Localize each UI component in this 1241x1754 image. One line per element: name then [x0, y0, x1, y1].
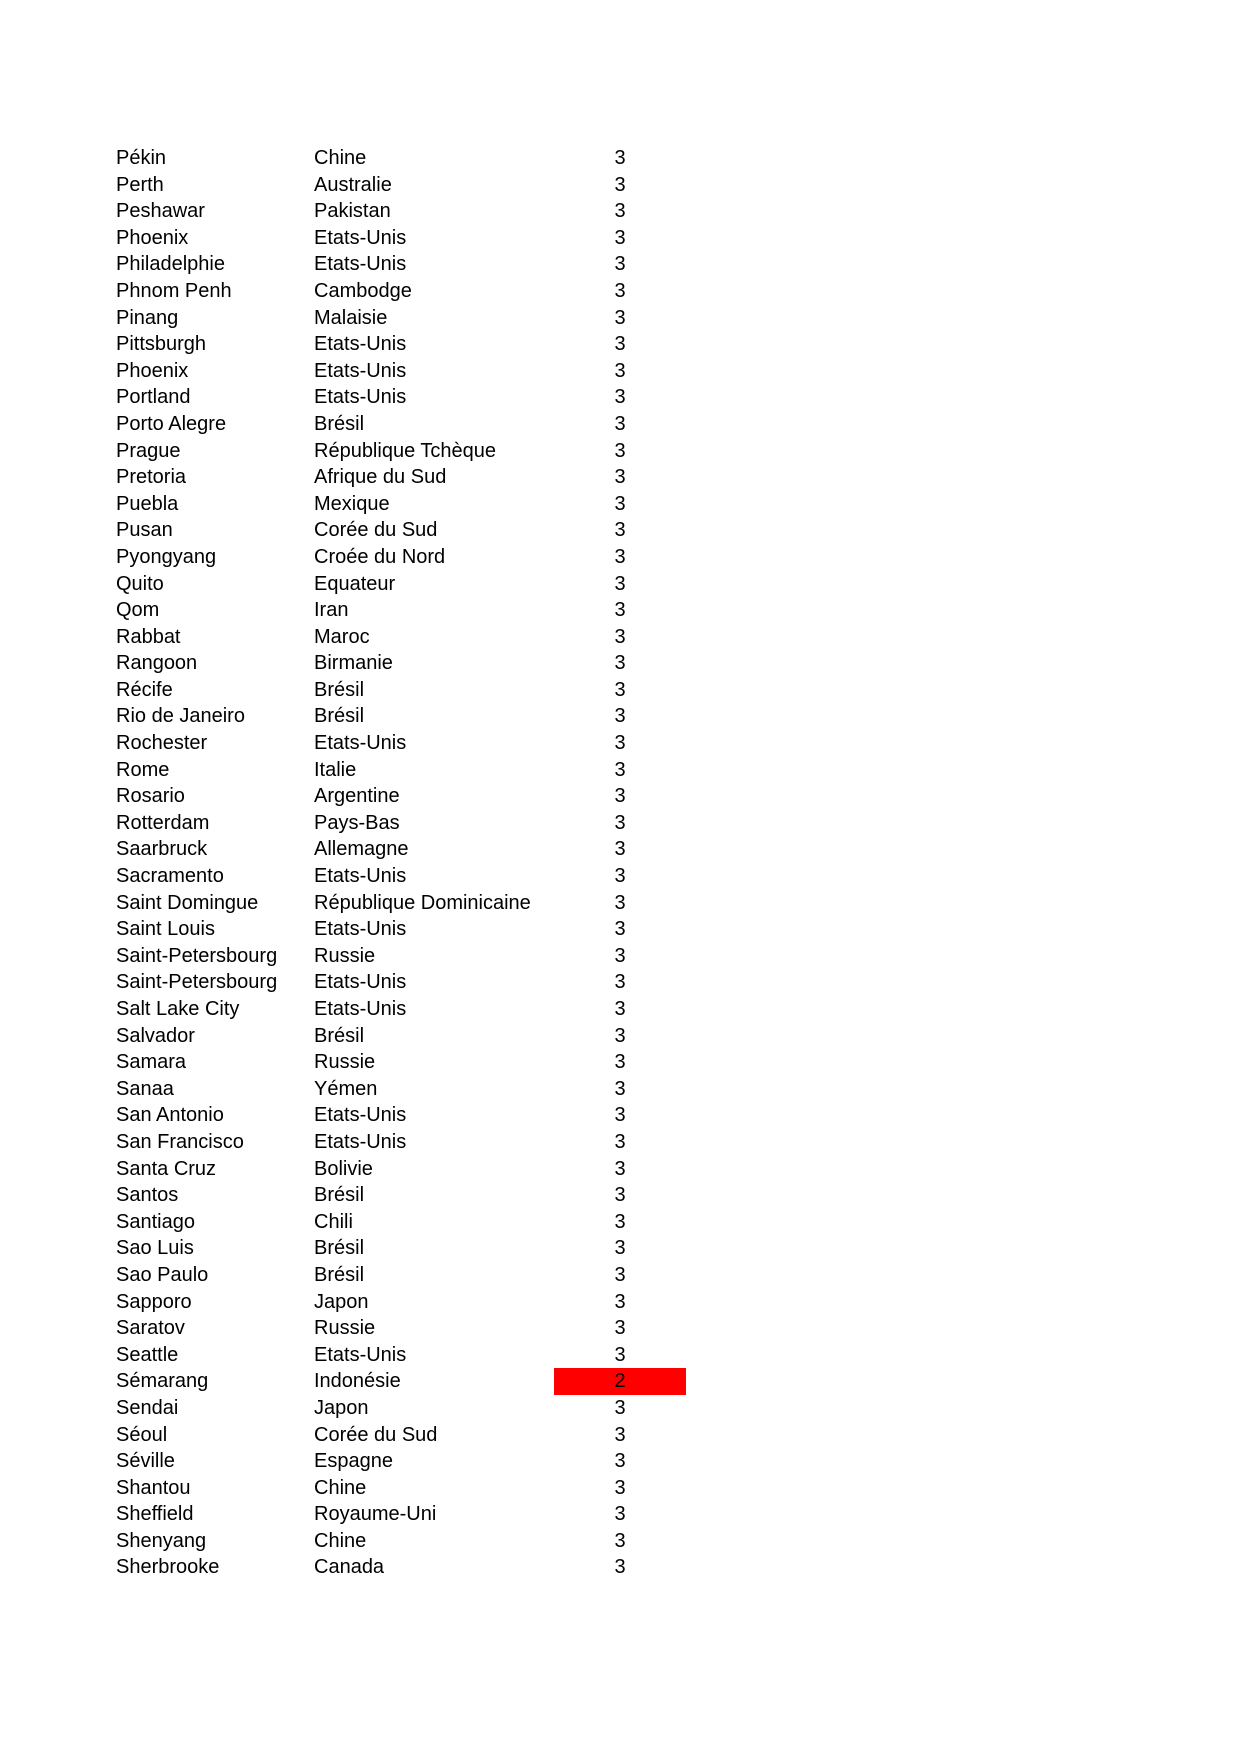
score-cell[interactable]: 3	[614, 1104, 626, 1127]
score-cell[interactable]: 3	[614, 1343, 626, 1366]
score-cell[interactable]: 3	[614, 891, 626, 914]
score-cell[interactable]: 3	[614, 333, 626, 356]
score-cell[interactable]: 3	[614, 200, 626, 223]
table-row	[0, 411, 1241, 438]
score-cell[interactable]: 3	[614, 599, 626, 622]
table-row	[0, 1342, 1241, 1369]
table-row	[0, 1049, 1241, 1076]
score-cell[interactable]: 3	[614, 1263, 626, 1286]
city-cell[interactable]: Pusan	[116, 519, 173, 542]
city-cell[interactable]: Pyongyang	[116, 545, 217, 568]
city-cell[interactable]: Sacramento	[116, 865, 224, 888]
table-row	[0, 1156, 1241, 1183]
city-cell[interactable]: Séoul	[116, 1423, 168, 1446]
score-cell[interactable]: 3	[614, 147, 626, 169]
country-cell[interactable]: Cambodge	[314, 279, 412, 302]
table-row	[0, 384, 1241, 411]
city-cell[interactable]: Phnom Penh	[116, 279, 232, 302]
score-cell[interactable]: 3	[614, 572, 626, 595]
table-row	[0, 890, 1241, 917]
country-cell[interactable]: Chine	[314, 1476, 367, 1499]
country-cell[interactable]: Etats-Unis	[314, 1343, 407, 1366]
city-cell[interactable]: Rochester	[116, 732, 208, 755]
country-cell[interactable]: Russie	[314, 1317, 376, 1340]
country-cell[interactable]: Corée du Sud	[314, 1423, 438, 1446]
country-cell[interactable]: Brésil	[314, 705, 365, 728]
city-cell[interactable]: Pittsburgh	[116, 333, 207, 356]
table-row	[0, 1501, 1241, 1528]
country-cell[interactable]: Japon	[314, 1290, 369, 1313]
country-cell[interactable]: Equateur	[314, 572, 396, 595]
city-cell[interactable]: Seattle	[116, 1343, 179, 1366]
table-row	[0, 1554, 1241, 1581]
score-cell[interactable]: 3	[614, 306, 626, 329]
country-cell[interactable]: Chine	[314, 1529, 367, 1552]
table-row	[0, 703, 1241, 730]
table-row	[0, 251, 1241, 278]
city-cell[interactable]: Santa Cruz	[116, 1157, 217, 1180]
table-row	[0, 783, 1241, 810]
country-cell[interactable]: Brésil	[314, 1024, 365, 1047]
table-row	[0, 198, 1241, 225]
city-cell[interactable]: Pretoria	[116, 466, 187, 489]
country-cell[interactable]: Allemagne	[314, 838, 409, 861]
table-row	[0, 305, 1241, 332]
city-cell[interactable]: Saint-Petersbourg	[116, 971, 278, 994]
table-row	[0, 730, 1241, 757]
table-row	[0, 358, 1241, 385]
city-cell[interactable]: San Francisco	[116, 1130, 244, 1153]
score-cell[interactable]: 3	[614, 1157, 626, 1180]
score-cell[interactable]: 3	[614, 811, 626, 834]
city-cell[interactable]: Porto Alegre	[116, 412, 227, 435]
table-row	[0, 1475, 1241, 1502]
country-cell[interactable]: République Tchèque	[314, 439, 497, 462]
city-cell[interactable]: Sémarang	[116, 1370, 209, 1393]
city-cell[interactable]: Sapporo	[116, 1290, 192, 1313]
city-cell[interactable]: Récife	[116, 678, 173, 701]
score-cell[interactable]: 3	[614, 971, 626, 994]
score-cell[interactable]: 3	[614, 545, 626, 568]
country-cell[interactable]: Etats-Unis	[314, 1104, 407, 1127]
score-cell[interactable]: 3	[614, 865, 626, 888]
table-row	[0, 464, 1241, 491]
city-cell[interactable]: Samara	[116, 1051, 187, 1074]
table-row	[0, 1235, 1241, 1262]
city-cell[interactable]: San Antonio	[116, 1104, 224, 1127]
score-cell[interactable]: 3	[614, 492, 626, 515]
score-cell[interactable]: 3	[614, 173, 626, 196]
table-row	[0, 624, 1241, 651]
country-cell[interactable]: Malaisie	[314, 306, 388, 329]
country-cell[interactable]: Etats-Unis	[314, 918, 407, 941]
city-cell[interactable]: Saint Domingue	[116, 891, 259, 914]
score-cell[interactable]: 3	[614, 732, 626, 755]
table-row	[0, 969, 1241, 996]
city-cell[interactable]: Rabbat	[116, 625, 181, 648]
city-cell[interactable]: Phoenix	[116, 359, 189, 382]
score-cell[interactable]: 3	[614, 1237, 626, 1260]
score-cell[interactable]: 3	[614, 785, 626, 808]
score-cell[interactable]: 3	[614, 1423, 626, 1446]
table-row	[0, 544, 1241, 571]
table-row	[0, 650, 1241, 677]
city-cell[interactable]: Saratov	[116, 1317, 185, 1340]
table-row	[0, 145, 1241, 172]
city-cell[interactable]: Pékin	[116, 147, 167, 169]
score-cell[interactable]: 3	[614, 1529, 626, 1552]
country-cell[interactable]: Brésil	[314, 1263, 365, 1286]
city-cell[interactable]: Quito	[116, 572, 164, 595]
table-row	[0, 836, 1241, 863]
city-cell[interactable]: Sao Luis	[116, 1237, 194, 1260]
country-cell[interactable]: Birmanie	[314, 652, 393, 675]
country-cell[interactable]: Mexique	[314, 492, 390, 515]
table-row	[0, 863, 1241, 890]
table-row	[0, 597, 1241, 624]
score-cell[interactable]: 3	[614, 412, 626, 435]
score-cell[interactable]: 3	[614, 1210, 626, 1233]
city-cell[interactable]: Qom	[116, 599, 160, 622]
city-cell[interactable]: Portland	[116, 386, 191, 409]
score-cell[interactable]: 3	[614, 652, 626, 675]
country-cell[interactable]: Etats-Unis	[314, 998, 407, 1020]
score-cell[interactable]: 3	[614, 944, 626, 967]
table-row	[0, 677, 1241, 704]
city-cell[interactable]: Sao Paulo	[116, 1263, 209, 1286]
city-cell[interactable]: Sanaa	[116, 1077, 174, 1100]
score-cell[interactable]: 3	[614, 226, 626, 249]
score-cell[interactable]: 3	[614, 625, 626, 648]
country-cell[interactable]: Pakistan	[314, 200, 391, 223]
city-cell[interactable]: Pinang	[116, 306, 179, 329]
country-cell[interactable]: Yémen	[314, 1077, 378, 1100]
city-cell[interactable]: Shenyang	[116, 1529, 207, 1552]
spreadsheet-table	[0, 145, 1241, 1581]
score-cell[interactable]: 3	[614, 1077, 626, 1100]
country-cell[interactable]: Etats-Unis	[314, 359, 407, 382]
score-cell[interactable]: 3	[614, 386, 626, 409]
country-cell[interactable]: Chili	[314, 1210, 353, 1233]
score-cell[interactable]: 3	[614, 1130, 626, 1153]
score-cell[interactable]: 3	[614, 1476, 626, 1499]
city-cell[interactable]: Salt Lake City	[116, 998, 240, 1020]
score-cell[interactable]: 3	[614, 1024, 626, 1047]
city-cell[interactable]: Santiago	[116, 1210, 195, 1233]
country-cell[interactable]: Maroc	[314, 625, 370, 648]
city-cell[interactable]: Sherbrooke	[116, 1556, 220, 1579]
country-cell[interactable]: Japon	[314, 1396, 369, 1419]
country-cell[interactable]: Pays-Bas	[314, 811, 400, 834]
table-row	[0, 517, 1241, 544]
table-row	[0, 1076, 1241, 1103]
country-cell[interactable]: Corée du Sud	[314, 519, 438, 542]
table-row	[0, 172, 1241, 199]
country-cell[interactable]: Espagne	[314, 1450, 393, 1473]
score-cell[interactable]: 3	[614, 279, 626, 302]
country-cell[interactable]: Chine	[314, 147, 367, 169]
score-cell[interactable]: 3	[614, 439, 626, 462]
table-row	[0, 1528, 1241, 1555]
table-row	[0, 943, 1241, 970]
country-cell[interactable]: Afrique du Sud	[314, 466, 447, 489]
country-cell[interactable]: Iran	[314, 599, 349, 622]
city-cell[interactable]: Saint-Petersbourg	[116, 944, 278, 967]
country-cell[interactable]: Etats-Unis	[314, 971, 407, 994]
table-row	[0, 1209, 1241, 1236]
score-cell[interactable]: 3	[614, 466, 626, 489]
score-cell[interactable]: 3	[614, 1290, 626, 1313]
city-cell[interactable]: Perth	[116, 173, 164, 196]
city-cell[interactable]: Sheffield	[116, 1503, 194, 1526]
city-cell[interactable]: Peshawar	[116, 200, 205, 223]
table-row	[0, 491, 1241, 518]
country-cell[interactable]: Etats-Unis	[314, 253, 407, 276]
score-cell[interactable]: 3	[614, 253, 626, 276]
table-row	[0, 225, 1241, 252]
table-row	[0, 1129, 1241, 1156]
country-cell[interactable]: Indonésie	[314, 1370, 401, 1393]
table-row	[0, 1448, 1241, 1475]
score-cell[interactable]: 3	[614, 1450, 626, 1473]
country-cell[interactable]: Argentine	[314, 785, 400, 808]
score-cell[interactable]: 3	[614, 1051, 626, 1074]
city-cell[interactable]: Puebla	[116, 492, 179, 515]
score-cell[interactable]: 3	[614, 519, 626, 542]
city-cell[interactable]: Rangoon	[116, 652, 198, 675]
score-cell[interactable]: 3	[614, 838, 626, 861]
city-cell[interactable]: Saarbruck	[116, 838, 208, 861]
country-cell[interactable]: Australie	[314, 173, 392, 196]
score-cell[interactable]: 3	[614, 1503, 626, 1526]
score-cell[interactable]: 3	[614, 1556, 626, 1579]
table-row	[0, 916, 1241, 943]
country-cell[interactable]: Etats-Unis	[314, 333, 407, 356]
country-cell[interactable]: Etats-Unis	[314, 386, 407, 409]
table-row	[0, 331, 1241, 358]
table-row	[0, 810, 1241, 837]
table-row	[0, 1315, 1241, 1342]
score-cell[interactable]: 3	[614, 998, 626, 1020]
table-row	[0, 438, 1241, 465]
table-row	[0, 1395, 1241, 1422]
country-cell[interactable]: Etats-Unis	[314, 865, 407, 888]
score-cell[interactable]: 3	[614, 1184, 626, 1207]
city-cell[interactable]: Séville	[116, 1450, 175, 1473]
city-cell[interactable]: Sendai	[116, 1396, 179, 1419]
score-cell[interactable]: 3	[614, 359, 626, 382]
score-cell-highlighted[interactable]: 2	[554, 1368, 686, 1395]
country-cell[interactable]: Russie	[314, 944, 376, 967]
score-cell[interactable]: 3	[614, 1317, 626, 1340]
table-row	[0, 1262, 1241, 1289]
table-row	[0, 571, 1241, 598]
country-cell[interactable]: Brésil	[314, 678, 365, 701]
country-cell[interactable]: Brésil	[314, 1237, 365, 1260]
city-cell[interactable]: Rome	[116, 758, 170, 781]
city-cell[interactable]: Saint Louis	[116, 918, 215, 941]
score-cell[interactable]: 3	[614, 705, 626, 728]
country-cell[interactable]: Etats-Unis	[314, 1130, 407, 1153]
country-cell[interactable]: Bolivie	[314, 1157, 373, 1180]
country-cell[interactable]: Etats-Unis	[314, 226, 407, 249]
table-row	[0, 1182, 1241, 1209]
city-cell[interactable]: Phoenix	[116, 226, 189, 249]
score-cell[interactable]: 3	[614, 918, 626, 941]
country-cell[interactable]: République Dominicaine	[314, 891, 531, 914]
table-row	[0, 1102, 1241, 1129]
country-cell[interactable]: Royaume-Uni	[314, 1503, 437, 1526]
table-row	[0, 278, 1241, 305]
country-cell[interactable]: Italie	[314, 758, 357, 781]
country-cell[interactable]: Russie	[314, 1051, 376, 1074]
score-cell[interactable]: 3	[614, 758, 626, 781]
city-cell[interactable]: Shantou	[116, 1476, 191, 1499]
score-cell[interactable]: 3	[614, 678, 626, 701]
country-cell[interactable]: Brésil	[314, 1184, 365, 1207]
country-cell[interactable]: Canada	[314, 1556, 385, 1579]
city-cell[interactable]: Santos	[116, 1184, 179, 1207]
city-cell[interactable]: Rotterdam	[116, 811, 210, 834]
table-row	[0, 1289, 1241, 1316]
table-row	[0, 1023, 1241, 1050]
country-cell[interactable]: Etats-Unis	[314, 732, 407, 755]
city-cell[interactable]: Philadelphie	[116, 253, 225, 276]
country-cell[interactable]: Croée du Nord	[314, 545, 446, 568]
score-cell[interactable]: 3	[614, 1396, 626, 1419]
table-row	[0, 757, 1241, 784]
country-cell[interactable]: Brésil	[314, 412, 365, 435]
table-row	[0, 1368, 1241, 1395]
table-row	[0, 996, 1241, 1023]
city-cell[interactable]: Rosario	[116, 785, 185, 808]
city-cell[interactable]: Salvador	[116, 1024, 195, 1047]
city-cell[interactable]: Prague	[116, 439, 181, 462]
table-row	[0, 1422, 1241, 1449]
city-cell[interactable]: Rio de Janeiro	[116, 705, 245, 728]
